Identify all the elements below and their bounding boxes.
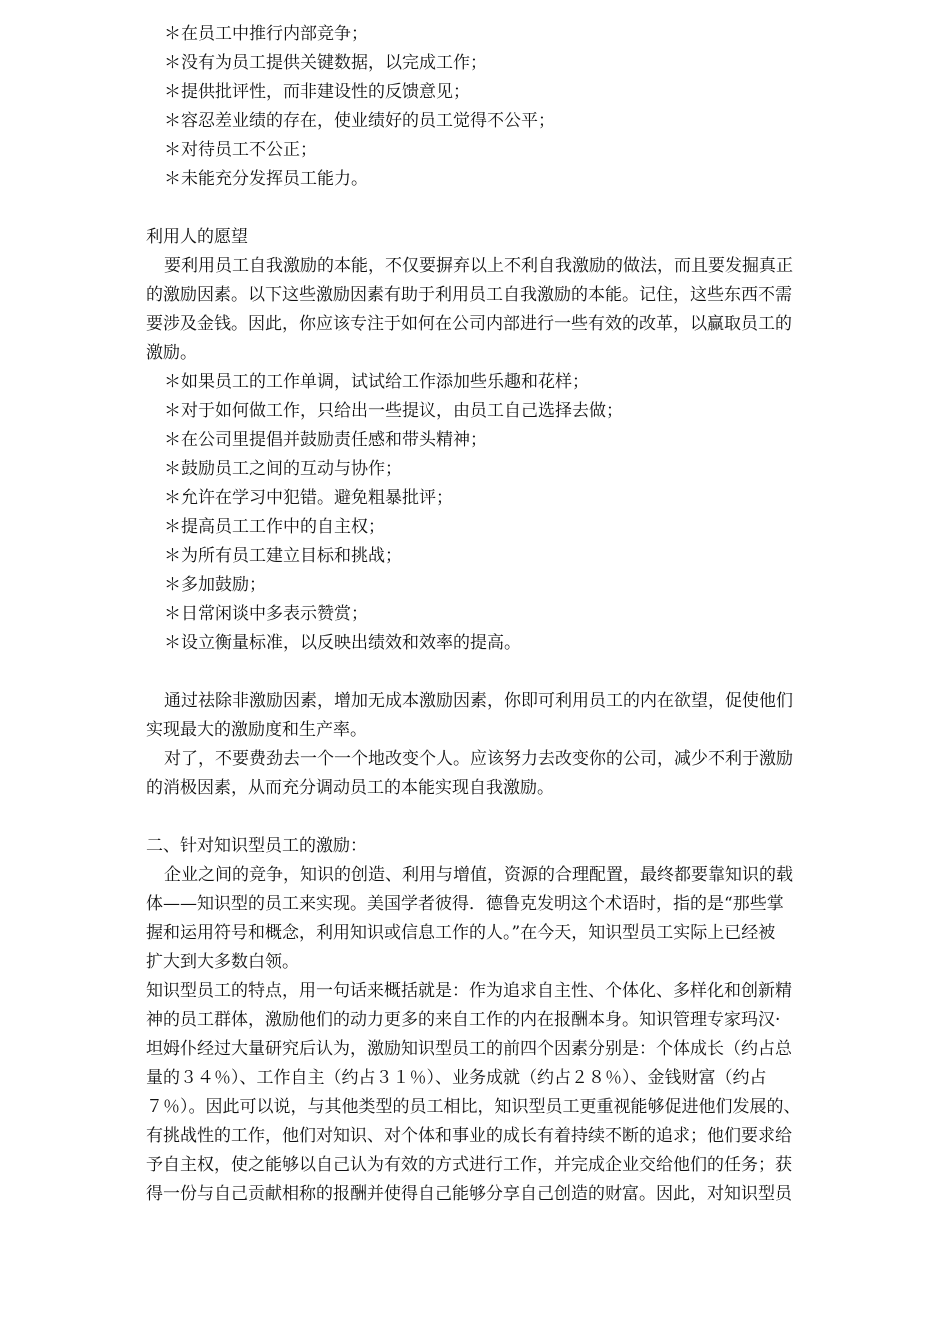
paragraph-line: 要利用员工自我激励的本能，不仅要摒弃以上不利自我激励的做法，而且要发掘真正 <box>164 256 793 276</box>
paragraph-line: 的激励因素。以下这些激励因素有助于利用员工自我激励的本能。记住，这些东西不需 <box>146 285 792 305</box>
knowledge-paragraph-1 <box>146 861 886 977</box>
list-item: ＊在员工中推行内部竞争； <box>164 24 368 44</box>
paragraph-line: 要涉及金钱。因此，你应该专注于如何在公司内部进行一些有效的改革，以赢取员工的 <box>146 314 792 334</box>
section-heading-knowledge: 二、针对知识型员工的激励： <box>146 836 367 856</box>
document-body <box>146 20 886 1209</box>
summary-paragraph-1 <box>146 687 886 745</box>
paragraph-line: 得一份与自己贡献相称的报酬并使得自己能够分享自己创造的财富。因此，对知识型员 <box>146 1184 792 1204</box>
list-item: ＊允许在学习中犯错。避免粗暴批评； <box>164 488 453 508</box>
paragraph-line: 扩大到大多数白领。 <box>146 952 299 972</box>
knowledge-paragraph-2 <box>146 977 886 1209</box>
paragraph-line: 知识型员工的特点，用一句话来概括就是：作为追求自主性、个体化、多样化和创新精 <box>146 981 792 1001</box>
spacer <box>146 658 886 687</box>
list-item: ＊多加鼓励； <box>164 575 266 595</box>
paragraph-line: 企业之间的竞争，知识的创造、利用与增值，资源的合理配置，最终都要靠知识的载 <box>164 865 793 885</box>
list-item: ＊日常闲谈中多表示赞赏； <box>164 604 368 624</box>
list-item: ＊提供批评性，而非建设性的反馈意见； <box>164 82 470 102</box>
paragraph-line: ７％）。因此可以说，与其他类型的员工相比，知识型员工更重视能够促进他们发展的、 <box>146 1097 801 1117</box>
section-heading-desire: 利用人的愿望 <box>146 227 248 247</box>
spacer <box>146 194 886 223</box>
list-item: ＊对于如何做工作，只给出一些提议，由员工自己选择去做； <box>164 401 623 421</box>
list-item: ＊设立衡量标准，以反映出绩效和效率的提高。 <box>164 633 521 653</box>
paragraph-line: 量的３４％）、工作自主（约占３１％）、业务成就（约占２８％）、金钱财富（约占 <box>146 1068 767 1088</box>
paragraph-line: 实现最大的激励度和生产率。 <box>146 720 367 740</box>
summary-paragraph-2 <box>146 745 886 803</box>
paragraph-line: 通过祛除非激励因素，增加无成本激励因素，你即可利用员工的内在欲望，促使他们 <box>164 691 793 711</box>
paragraph-line: 坦姆仆经过大量研究后认为，激励知识型员工的前四个因素分别是：个体成长（约占总 <box>146 1039 792 1059</box>
list-item: ＊如果员工的工作单调，试试给工作添加些乐趣和花样； <box>164 372 589 392</box>
paragraph-line: 对了，不要费劲去一个一个地改变个人。应该努力去改变你的公司，减少不利于激励 <box>164 749 793 769</box>
list-item: ＊对待员工不公正； <box>164 140 317 160</box>
list-item: ＊鼓励员工之间的互动与协作； <box>164 459 402 479</box>
paragraph-desire <box>146 252 886 368</box>
motivator-list <box>146 368 886 658</box>
paragraph-line: 握和运用符号和概念，利用知识或信息工作的人。”在今天，知识型员工实际上已经被 <box>146 923 776 943</box>
list-item: ＊容忍差业绩的存在，使业绩好的员工觉得不公平； <box>164 111 555 131</box>
paragraph-line: 体——知识型的员工来实现。美国学者彼得．德鲁克发明这个术语时，指的是“那些掌 <box>146 894 784 914</box>
demotivator-list <box>146 20 886 194</box>
spacer <box>146 803 886 832</box>
list-item: ＊没有为员工提供关键数据，以完成工作； <box>164 53 487 73</box>
list-item: ＊为所有员工建立目标和挑战； <box>164 546 402 566</box>
paragraph-line: 予自主权，使之能够以自己认为有效的方式进行工作，并完成企业交给他们的任务；获 <box>146 1155 792 1175</box>
paragraph-line: 有挑战性的工作，他们对知识、对个体和事业的成长有着持续不断的追求；他们要求给 <box>146 1126 792 1146</box>
list-item: ＊在公司里提倡并鼓励责任感和带头精神； <box>164 430 487 450</box>
paragraph-line: 激励。 <box>146 343 197 363</box>
paragraph-line: 神的员工群体，激励他们的动力更多的来自工作的内在报酬本身。知识管理专家玛汉· <box>146 1010 781 1030</box>
paragraph-line: 的消极因素，从而充分调动员工的本能实现自我激励。 <box>146 778 554 798</box>
list-item: ＊未能充分发挥员工能力。 <box>164 169 368 189</box>
list-item: ＊提高员工工作中的自主权； <box>164 517 385 537</box>
